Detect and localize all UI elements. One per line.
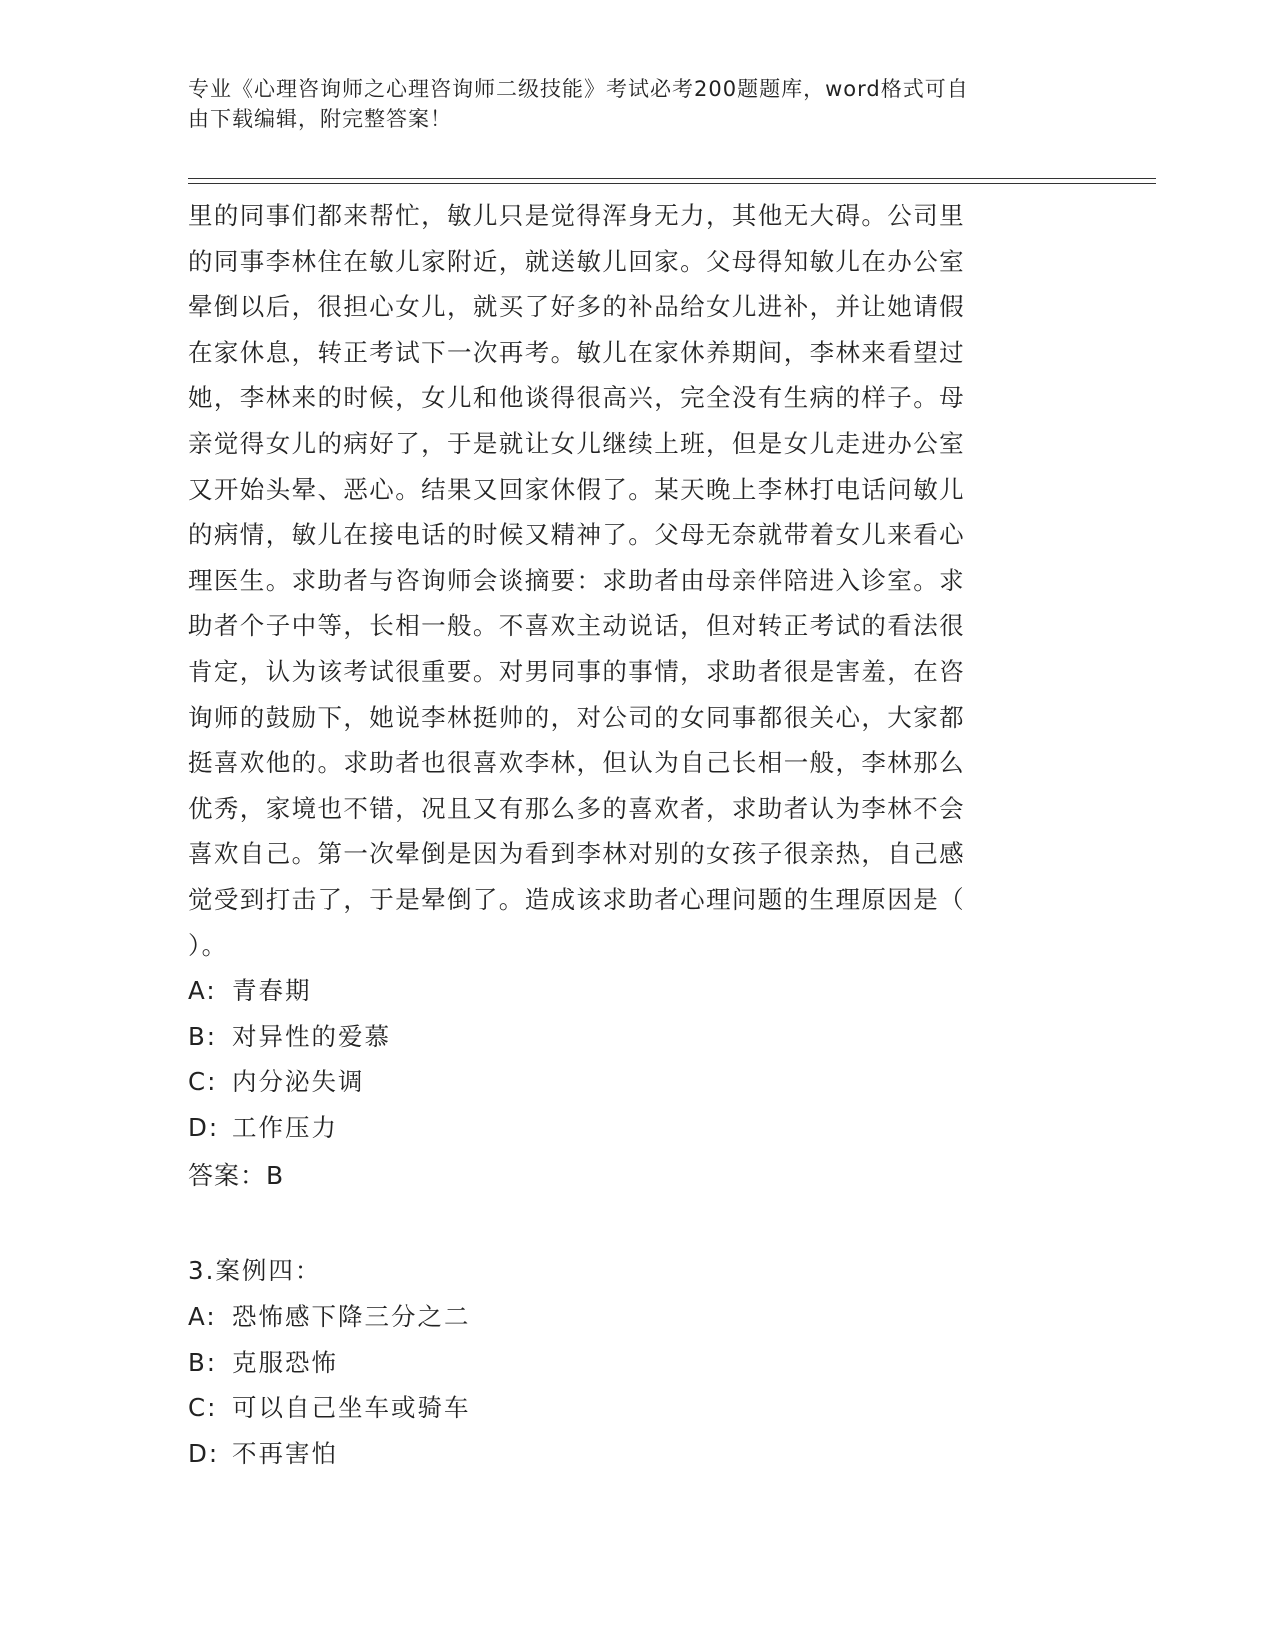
option-text: 内分泌失调 <box>232 1067 365 1097</box>
option-c <box>188 1059 1068 1105</box>
passage-line: 助者个子中等，长相一般。不喜欢主动说话，但对转正考试的看法很 <box>188 611 965 641</box>
option-text: 克服恐怖 <box>232 1347 338 1377</box>
passage-line: 亲觉得女儿的病好了，于是就让女儿继续上班，但是女儿走进办公室 <box>188 428 965 458</box>
header-line-2: 由下载编辑，附完整答案！ <box>188 107 452 131</box>
answer-line: 答案：B <box>188 1161 285 1191</box>
question-2 <box>188 193 1068 1200</box>
option-c <box>188 1385 1068 1431</box>
passage-line: 理医生。求助者与咨询师会谈摘要：求助者由母亲伴陪进入诊室。求 <box>188 565 965 595</box>
option-key: A: <box>188 976 217 1006</box>
option-key: C: <box>188 1067 218 1097</box>
passage-line: 里的同事们都来帮忙，敏儿只是觉得浑身无力，其他无大碍。公司里 <box>188 201 965 230</box>
question-separator <box>188 1200 1068 1248</box>
passage-line: 又开始头晕、恶心。结果又回家休假了。某天晚上李林打电话问敏儿 <box>188 474 965 504</box>
option-text: 恐怖感下降三分之二 <box>232 1302 471 1332</box>
option-key: B: <box>188 1347 218 1377</box>
header-divider <box>188 178 1156 184</box>
document-header <box>188 74 1068 134</box>
passage-line: 挺喜欢他的。求助者也很喜欢李林，但认为自己长相一般，李林那么 <box>188 748 965 778</box>
options-list <box>188 1294 1068 1476</box>
option-text: 青春期 <box>232 976 312 1006</box>
option-key: D: <box>188 1112 220 1142</box>
passage-line: 晕倒以后，很担心女儿，就买了好多的补品给女儿进补，并让她请假 <box>188 292 965 322</box>
passage-line: 在家休息，转正考试下一次再考。敏儿在家休养期间，李林来看望过 <box>188 337 965 367</box>
option-text: 对异性的爱慕 <box>232 1021 391 1051</box>
option-a <box>188 968 1068 1014</box>
option-d <box>188 1431 1068 1477</box>
option-key: B: <box>188 1021 218 1051</box>
option-text: 可以自己坐车或骑车 <box>232 1393 471 1423</box>
options-list <box>188 968 1068 1150</box>
question-title: 3.案例四： <box>188 1256 322 1286</box>
option-b <box>188 1340 1068 1386</box>
option-key: C: <box>188 1393 218 1423</box>
passage-line: 询师的鼓励下，她说李林挺帅的，对公司的女同事都很关心，大家都 <box>188 702 965 732</box>
passage-line: 觉受到打击了，于是晕倒了。造成该求助者心理问题的生理原因是（ <box>188 884 965 914</box>
option-text: 不再害怕 <box>232 1438 338 1468</box>
passage-line: 优秀，家境也不错，况且又有那么多的喜欢者，求助者认为李林不会 <box>188 793 965 823</box>
question-passage <box>188 193 1068 968</box>
document-body <box>188 193 1068 1476</box>
option-b <box>188 1014 1068 1060</box>
option-key: D: <box>188 1438 220 1468</box>
passage-line: 喜欢自己。第一次晕倒是因为看到李林对别的女孩子很亲热，自己感 <box>188 839 965 869</box>
passage-line: 的病情，敏儿在接电话的时候又精神了。父母无奈就带着女儿来看心 <box>188 520 965 550</box>
option-key: A: <box>188 1302 217 1332</box>
header-line-1: 专业《心理咨询师之心理咨询师二级技能》考试必考200题题库，word格式可自 <box>188 77 969 101</box>
passage-line: 的同事李林住在敏儿家附近，就送敏儿回家。父母得知敏儿在办公室 <box>188 246 965 276</box>
option-d <box>188 1105 1068 1151</box>
option-a <box>188 1294 1068 1340</box>
passage-line: ）。 <box>188 930 228 960</box>
passage-line: 她，李林来的时候，女儿和他谈得很高兴，完全没有生病的样子。母 <box>188 383 965 413</box>
passage-line: 肯定，认为该考试很重要。对男同事的事情，求助者很是害羞，在咨 <box>188 656 965 686</box>
option-text: 工作压力 <box>232 1112 338 1142</box>
question-3 <box>188 1248 1068 1476</box>
